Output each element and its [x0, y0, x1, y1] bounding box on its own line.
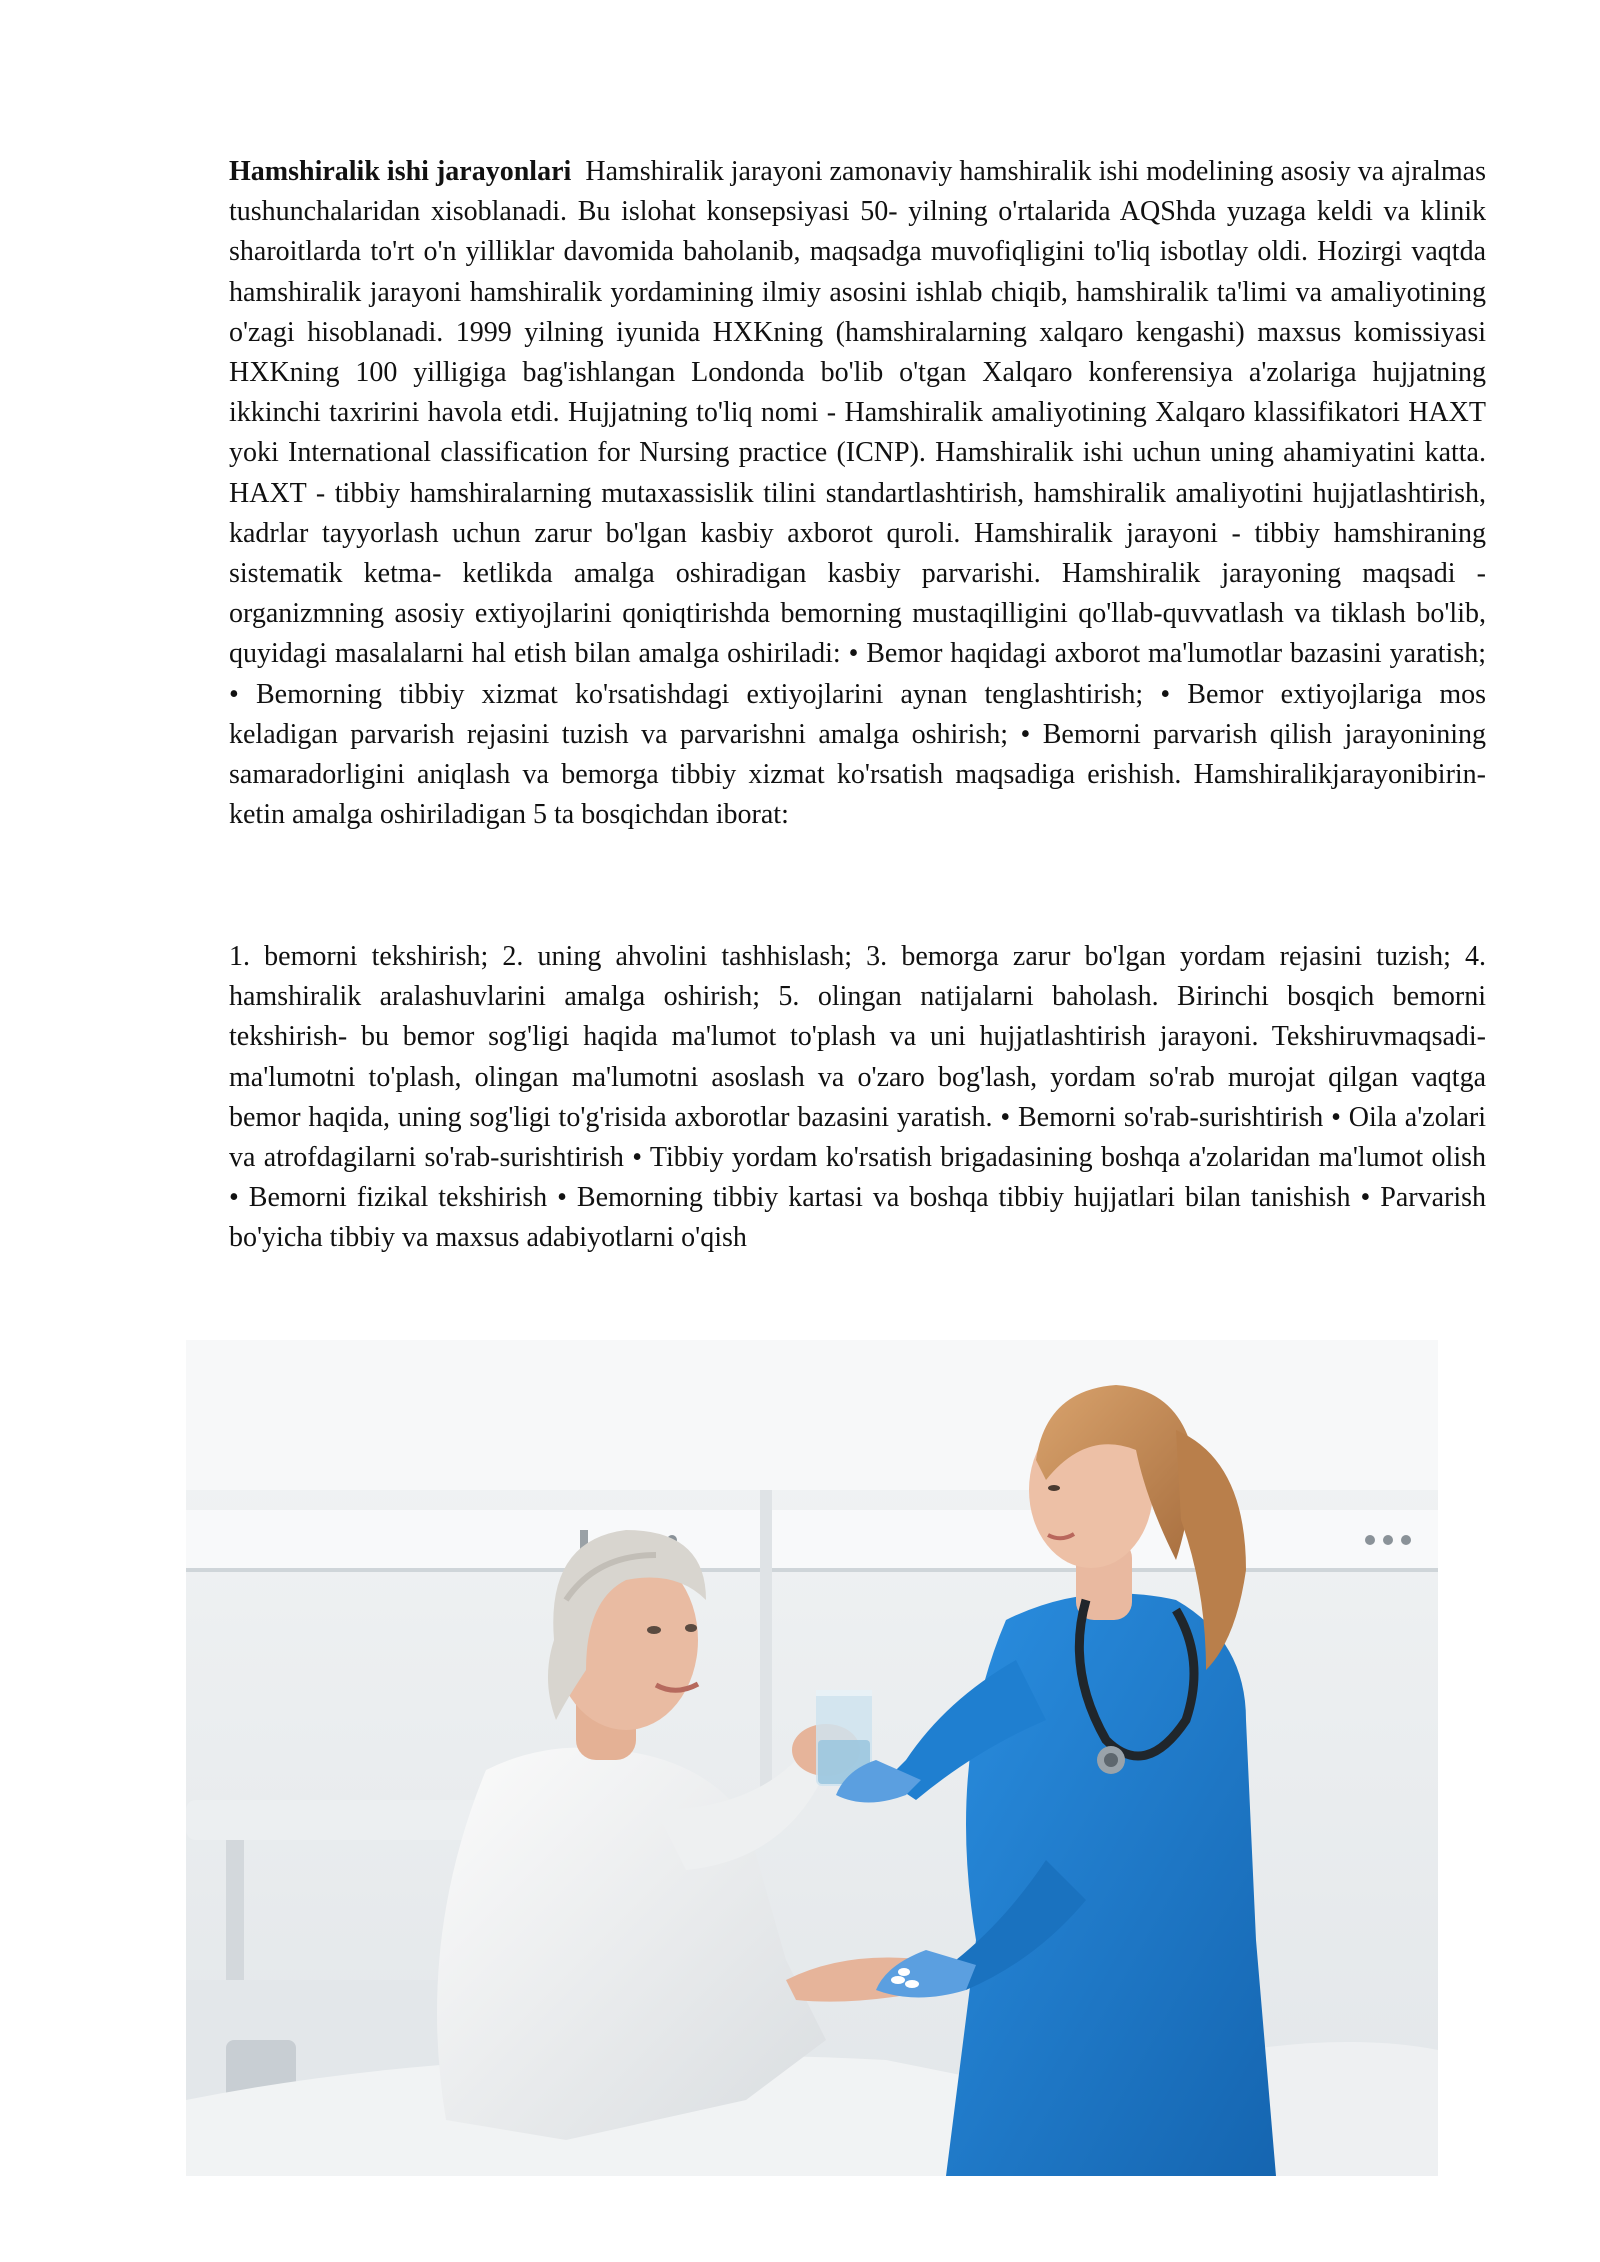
paragraph-1 — [229, 152, 1486, 835]
photo-illustration — [186, 1340, 1438, 2176]
nurse-patient-photo — [186, 1340, 1438, 2176]
paragraph-1-body: Hamshiralik jarayoni zamonaviy hamshiralik ishi modelining asosiy va ajralmas tushunchalaridan xisoblanadi. Bu islohat konsepsiyasi 50- yilning o'rtalarida AQShda yuzaga keldi va klinik sharoitlarda to'rt o'n yilliklar davomida baholanib, maqsadga muvofiqligini to'liq isbotlay oldi. Hozirgi vaqtda hamshiralik jarayoni hamshiralik yordamining ilmiy asosini ishlab chiqib, hamshiralik ta'limi va amaliyotining o'zagi hisoblanadi. 1999 yilning iyunida HXKning (hamshiralarning xalqaro kengashi) maxsus komissiyasi HXKning 100 yilligiga bag'ishlangan Londonda bo'lib o'tgan Xalqaro konferensiya a'zolariga hujjatning ikkinchi taxririni havola etdi. Hujjatning to'liq nomi - Hamshiralik amaliyotining Xalqaro klassifikatori HAXT yoki International classification for Nursing practice (ICNP). Hamshiralik ishi uchun uning ahamiyatini katta. HAXT - tibbiy hamshiralarning mutaxassislik tilini standartlashtirish, hamshiralik amaliyotini hujjatlashtirish, kadrlar tayyorlash uchun zarur bo'lgan kasbiy axborot quroli. Hamshiralik jarayoni - tibbiy hamshiraning sistematik ketma- ketlikda amalga oshiradigan kasbiy parvarishi. Hamshiralik jarayoning maqsadi - organizmning asosiy extiyojlarini qoniqtirishda bemorning mustaqilligini qo'llab-quvvatlash va tiklash bo'lib, quyidagi masalalarni hal etish bilan amalga oshiriladi: • Bemor haqidagi axborot ma'lumotlar bazasini yaratish; • Bemorning tibbiy xizmat ko'rsatishdagi extiyojlarini aynan tenglashtirish; • Bemor extiyojlariga mos keladigan parvarish rejasini tuzish va parvarishni amalga oshirish; • Bemorni parvarish qilish jarayonining samaradorligini aniqlash va bemorga tibbiy xizmat ko'rsatish maqsadiga erishish. Hamshiralikjarayonibirin-ketin amalga oshiriladigan 5 ta bosqichdan iborat: — [229, 156, 1486, 831]
paragraph-2 — [229, 937, 1486, 1259]
paragraph-2-body: 1. bemorni tekshirish; 2. uning ahvolini tashhislash; 3. bemorga zarur bo'lgan yordam rejasini tuzish; 4. hamshiralik aralashuvlarini amalga oshirish; 5. olingan natijalarni baholash. Birinchi bosqich bemorni tekshirish- bu bemor sog'ligi haqida ma'lumot to'plash va uni hujjatlashtirish jarayoni. Tekshiruvmaqsadi- ma'lumotni to'plash, olingan ma'lumotni asoslash va o'zaro bog'lash, yordam so'rab murojat qilgan vaqtga bemor haqida, uning sog'ligi to'g'risida axborotlar bazasini yaratish. • Bemorni so'rab-surishtirish • Oila a'zolari va atrofdagilarni so'rab-surishtirish • Tibbiy yordam ko'rsatish brigadasining boshqa a'zolaridan ma'lumot olish • Bemorni fizikal tekshirish • Bemorning tibbiy kartasi va boshqa tibbiy hujjatlari bilan tanishish • Parvarish bo'yicha tibbiy va maxsus adabiyotlarni o'qish — [229, 941, 1486, 1254]
window-glow — [186, 1340, 1438, 1490]
wall-pipe — [760, 1490, 772, 1820]
wall-rail — [186, 1510, 1438, 1568]
section-heading: Hamshiralik ishi jarayonlari — [229, 156, 572, 187]
